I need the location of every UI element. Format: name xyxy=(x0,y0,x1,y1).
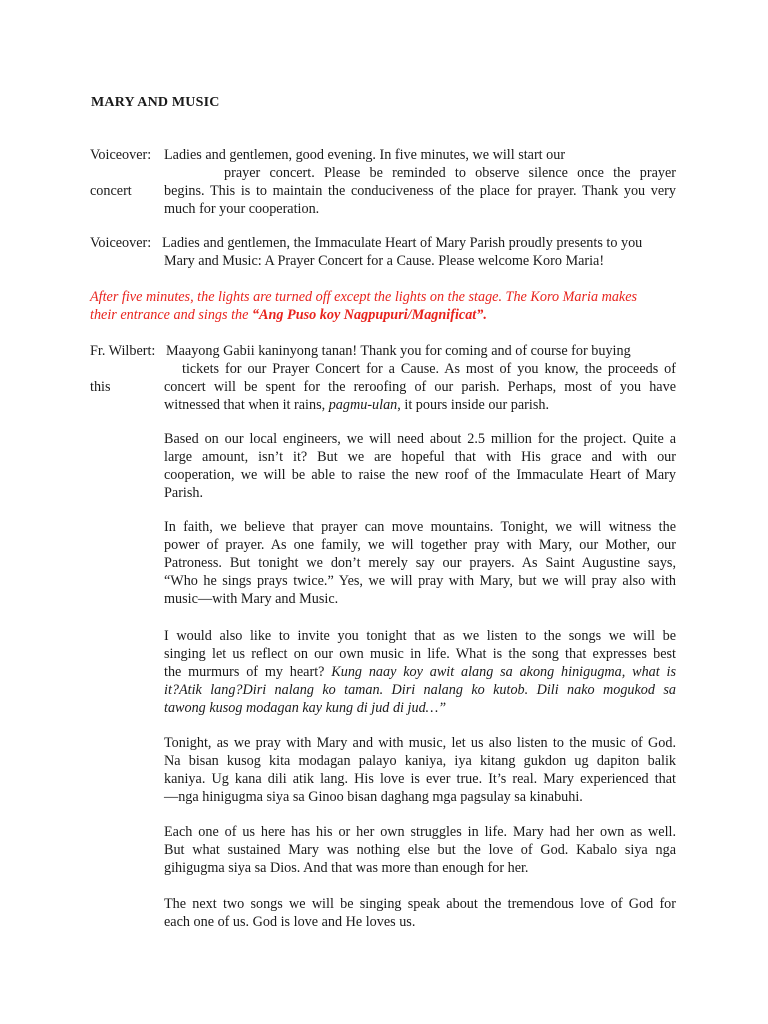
paragraph-line: each one of us. God is love and He loves us. xyxy=(164,914,416,930)
voiceover-2 xyxy=(90,234,676,270)
text-span: witnessed that when it rains, xyxy=(164,397,329,413)
margin-word: this xyxy=(90,379,111,395)
paragraph-line: tawong kusog modagan kay kung di jud di jud…” xyxy=(164,700,447,716)
script-line: Ladies and gentlemen, good evening. In five minutes, we will start our xyxy=(164,147,566,163)
document-title: MARY AND MUSIC xyxy=(91,95,220,110)
voiceover-1 xyxy=(90,146,676,218)
script-line: tickets for our Prayer Concert for a Cause. As most of you know, the proceeds of xyxy=(182,361,676,377)
margin-word: concert xyxy=(90,183,132,199)
paragraph-line: singing let us reflect on our own music in life. What is the song that expresses best xyxy=(164,646,676,662)
paragraph-line: In faith, we believe that prayer can move mountains. Tonight, we will witness the xyxy=(164,519,676,535)
direction-text: their entrance and sings the xyxy=(90,307,252,323)
italic-phrase: Kung naay koy awit alang sa akong hinigugma, what is xyxy=(331,664,676,680)
script-line: prayer concert. Please be reminded to observe silence once the prayer xyxy=(224,165,676,181)
text-span: , it pours inside our parish. xyxy=(397,397,549,413)
paragraph-line: But what sustained Mary was nothing else but the love of God. Kabalo siya nga xyxy=(164,842,676,858)
paragraph-line: The next two songs we will be singing speak about the tremendous love of God for xyxy=(164,896,676,912)
script-line: Mary and Music: A Prayer Concert for a Cause. Please welcome Koro Maria! xyxy=(164,253,605,269)
speaker-label: Voiceover: xyxy=(90,235,152,251)
paragraph-line: “Who he sings prays twice.” Yes, we will pray with Mary, but we will pray also with xyxy=(164,573,676,589)
paragraph-line: Patroness. But tonight we don’t merely say our prayers. As Saint Augustine says, xyxy=(164,555,676,571)
text-span: the murmurs of my heart? xyxy=(164,664,332,680)
speaker-label: Fr. Wilbert: xyxy=(90,343,156,359)
script-line: Maayong Gabii kaninyong tanan! Thank you for coming and of course for buying xyxy=(166,343,631,359)
paragraph-line: Na bisan kusog kita modagan palayo kaniya, iya kitang gukdon ug dapiton balik xyxy=(164,753,676,769)
paragraph-4 xyxy=(164,627,676,717)
paragraph-line: Each one of us here has his or her own struggles in life. Mary had her own as well. xyxy=(164,824,676,840)
direction-line xyxy=(90,306,487,324)
paragraph-line: Parish. xyxy=(164,485,204,501)
paragraph-line: gihigugma siya sa Dios. And that was more than enough for her. xyxy=(164,860,529,876)
paragraph-line: it?Atik lang?Diri nalang ko taman. Diri nalang ko kutob. Dili nako mogukod sa xyxy=(164,682,676,698)
script-line: much for your cooperation. xyxy=(164,201,320,217)
paragraph-2 xyxy=(164,430,676,502)
script-line: begins. This is to maintain the conduciveness of the place for prayer. Thank you very xyxy=(164,183,676,199)
paragraph-line: I would also like to invite you tonight that as we listen to the songs we will be xyxy=(164,628,676,644)
direction-line: After five minutes, the lights are turned off except the lights on the stage. The Koro Maria makes xyxy=(90,289,638,305)
paragraph-line: power of prayer. As one family, we will together pray with Mary, our Mother, our xyxy=(164,537,676,553)
script-line: concert will be spent for the reroofing of our parish. Perhaps, most of you have xyxy=(164,379,676,395)
script-line: Ladies and gentlemen, the Immaculate Heart of Mary Parish proudly presents to you xyxy=(162,235,643,251)
paragraph-line: Based on our local engineers, we will need about 2.5 million for the project. Quite a xyxy=(164,431,676,447)
song-title: “Ang Puso koy Nagpupuri/Magnificat”. xyxy=(251,307,487,323)
paragraph-6 xyxy=(164,823,676,877)
stage-direction xyxy=(90,288,676,324)
italic-phrase: pagmu-ulan xyxy=(328,397,398,413)
paragraph-line: large amount, isn’t it? But we are hopeful that with His grace and with our xyxy=(164,449,676,465)
wilbert-opening xyxy=(90,342,676,414)
paragraph-3 xyxy=(164,518,676,608)
paragraph-line xyxy=(164,663,676,681)
script-line xyxy=(164,396,549,414)
paragraph-line: —nga hinigugma siya sa Ginoo bisan daghang mga pagsulay sa kinabuhi. xyxy=(164,789,583,805)
paragraph-line: music—with Mary and Music. xyxy=(164,591,339,607)
paragraph-line: Tonight, as we pray with Mary and with music, let us also listen to the music of God. xyxy=(164,735,676,751)
paragraph-line: cooperation, we will be able to raise the new roof of the Immaculate Heart of Mary xyxy=(164,467,676,483)
paragraph-5 xyxy=(164,734,676,806)
paragraph-line: kaniya. Ug kana dili atik lang. His love is ever true. It’s real. Mary experienced that xyxy=(164,771,676,787)
speaker-label: Voiceover: xyxy=(90,147,152,163)
paragraph-7 xyxy=(164,895,676,931)
